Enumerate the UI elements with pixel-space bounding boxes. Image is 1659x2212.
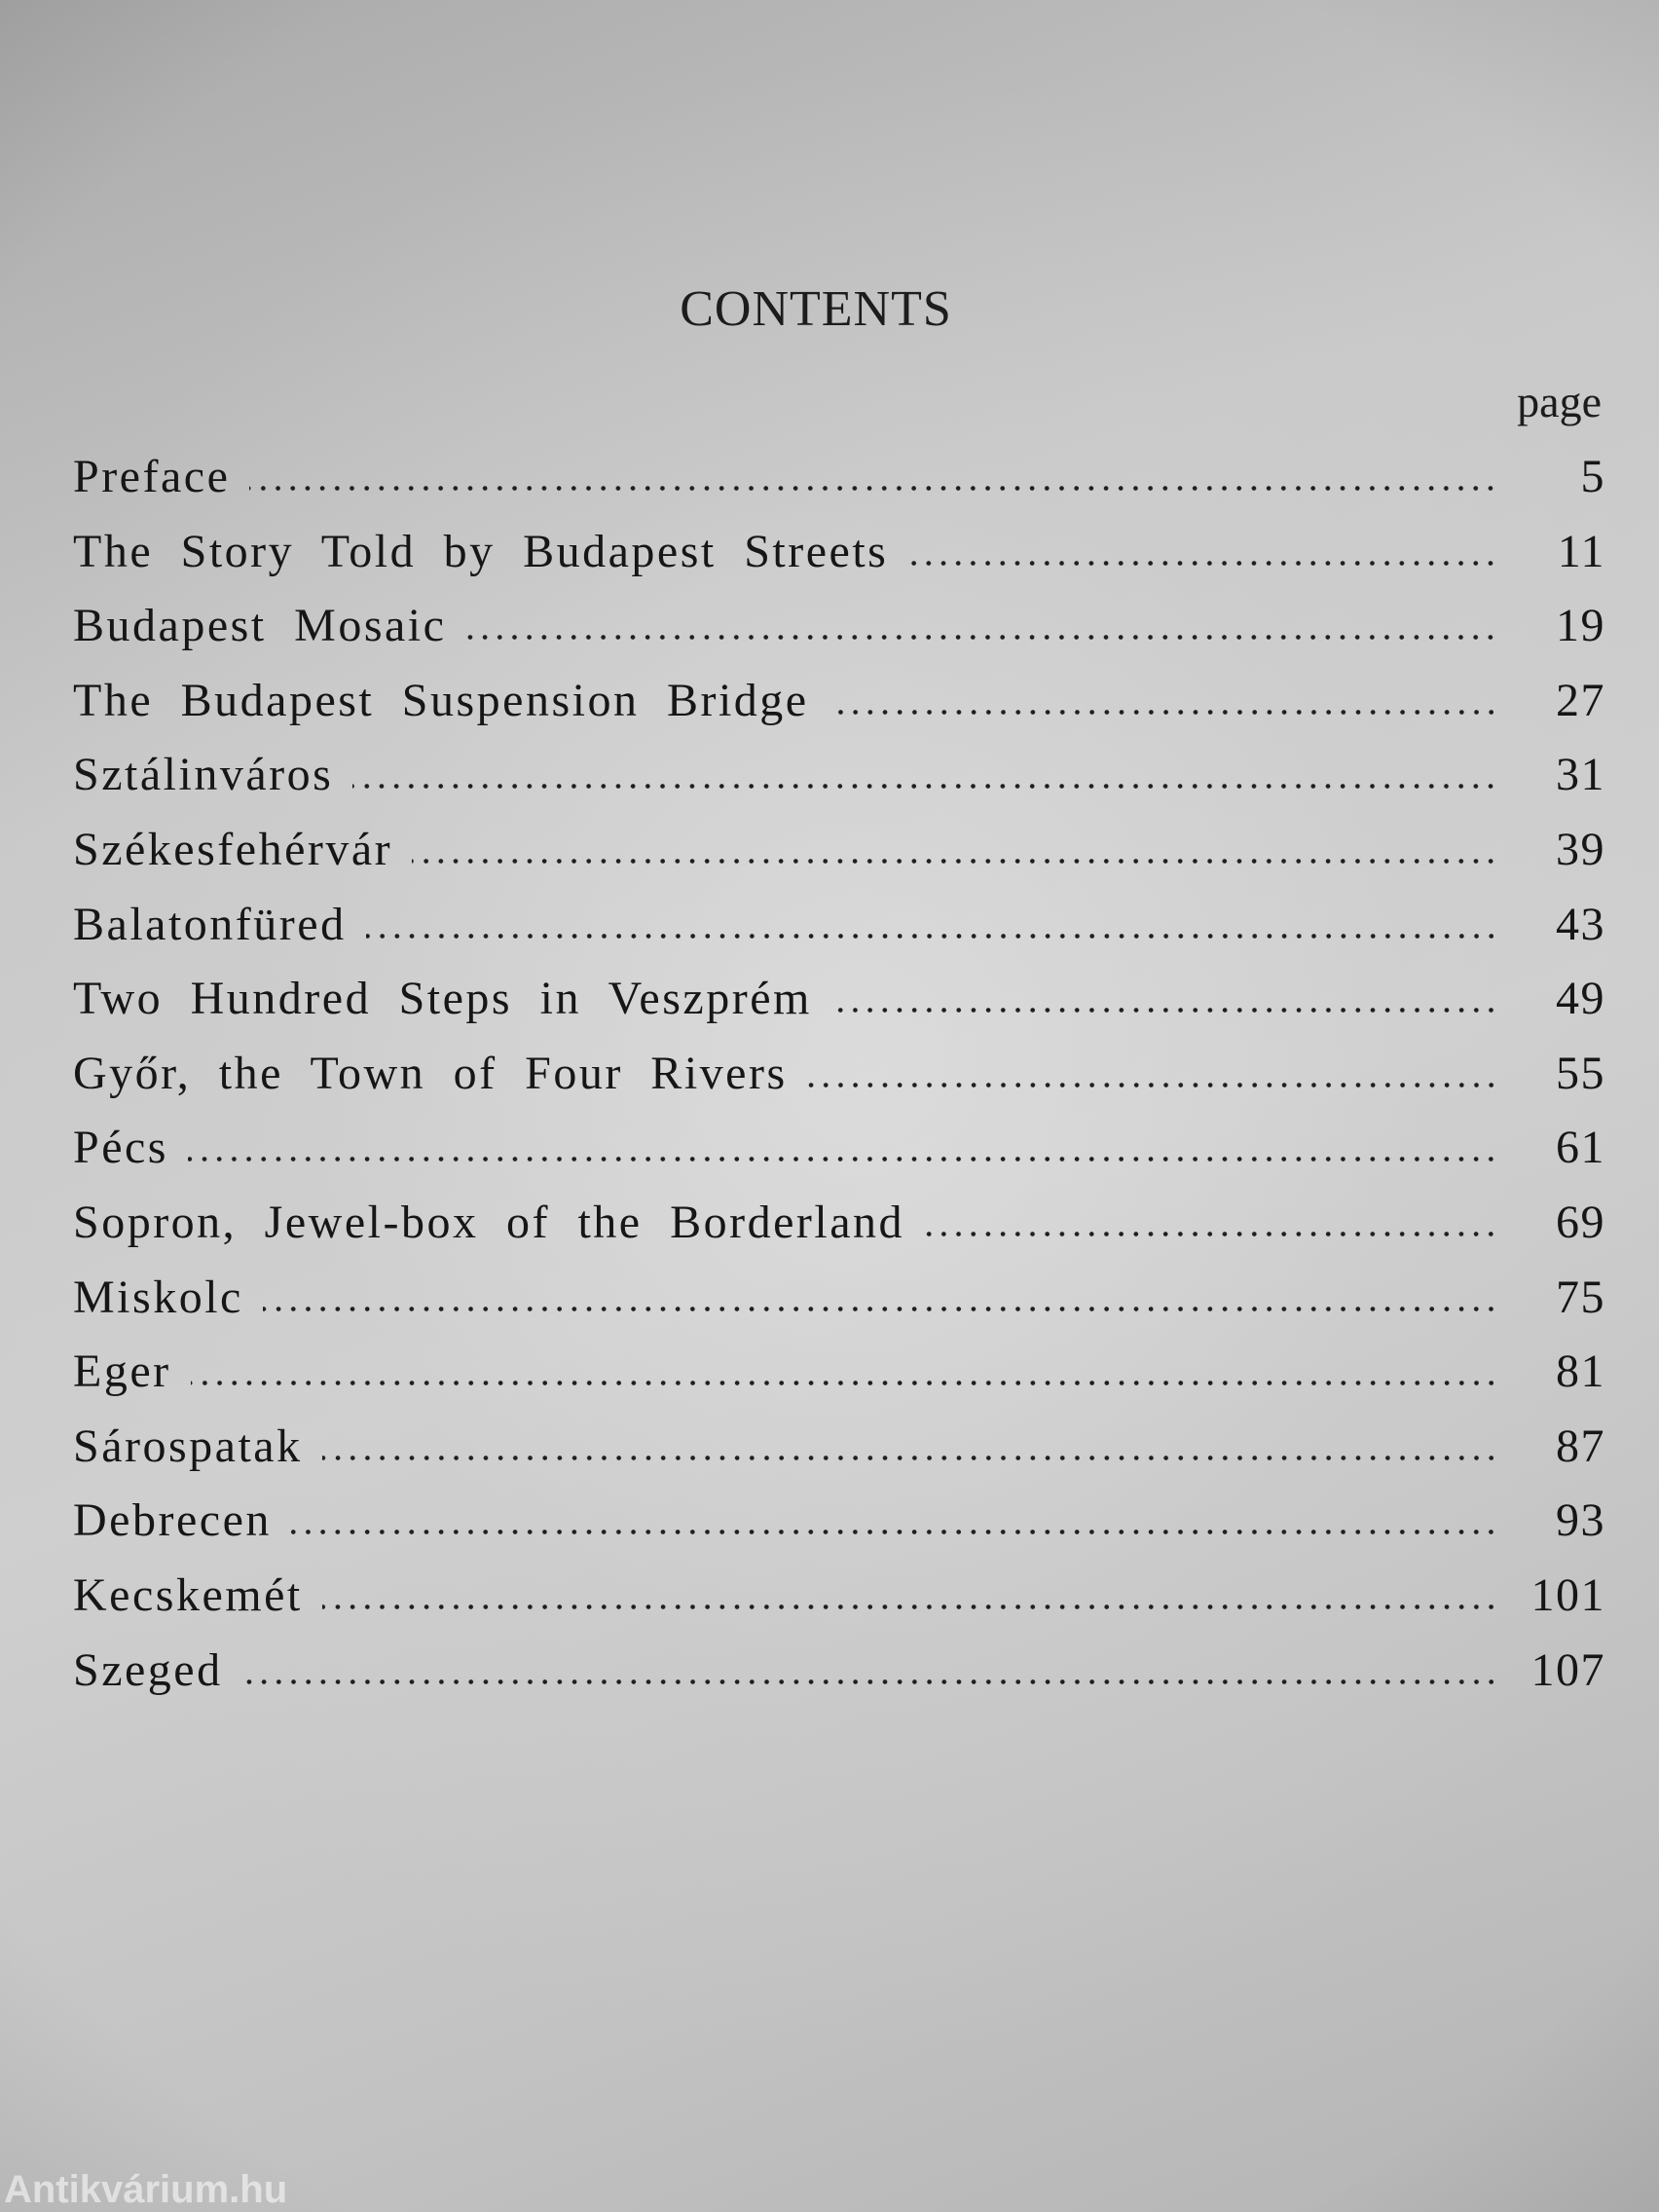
toc-entry-title: The Budapest Suspension Bridge <box>73 674 809 726</box>
toc-entry-title: Sárospatak <box>73 1419 303 1472</box>
toc-entry-title: Kecskemét <box>73 1568 303 1621</box>
dot-leader <box>366 933 1498 940</box>
toc-entry-title: Eger <box>73 1346 171 1398</box>
toc-entry-page-number: 5 <box>1580 451 1605 502</box>
toc-entry-page-number: 27 <box>1556 674 1605 726</box>
dot-leader <box>829 709 1498 716</box>
toc-entry <box>73 1410 1605 1485</box>
toc-entry-title: Balatonfüred <box>73 898 347 950</box>
toc-entry-page-number: 75 <box>1556 1271 1605 1323</box>
toc-entry <box>73 1335 1605 1410</box>
toc-entry <box>73 440 1605 515</box>
dot-leader <box>831 1007 1498 1014</box>
toc-entry-page-number: 61 <box>1556 1122 1605 1174</box>
toc-entry <box>73 1186 1605 1261</box>
toc-entry-page-number: 31 <box>1556 749 1605 801</box>
toc-entry-title: Miskolc <box>73 1271 243 1323</box>
toc-entry <box>73 589 1605 664</box>
toc-entry <box>73 1037 1605 1112</box>
toc-entry-page-number: 101 <box>1530 1568 1605 1621</box>
toc-entry-title: Szeged <box>73 1643 223 1696</box>
toc-entry-page-number: 69 <box>1556 1196 1605 1248</box>
toc-entry-page-number: 55 <box>1556 1047 1605 1099</box>
toc-entry <box>73 1484 1605 1559</box>
table-of-contents <box>73 440 1605 1708</box>
toc-entry <box>73 962 1605 1037</box>
dot-leader <box>465 634 1498 641</box>
toc-entry-title: Debrecen <box>73 1494 272 1547</box>
toc-entry-title: The Story Told by Budapest Streets <box>73 525 889 577</box>
toc-entry-page-number: 49 <box>1556 973 1605 1025</box>
page-title: CONTENTS <box>680 281 952 337</box>
toc-entry-title: Sztálinváros <box>73 749 334 801</box>
toc-entry <box>73 1634 1605 1709</box>
toc-entry-title: Preface <box>73 451 231 502</box>
dot-leader <box>322 1604 1498 1610</box>
toc-entry-page-number: 87 <box>1556 1419 1605 1472</box>
toc-entry <box>73 888 1605 963</box>
toc-entry-page-number: 19 <box>1556 600 1605 652</box>
toc-entry <box>73 664 1605 739</box>
toc-entry <box>73 813 1605 888</box>
toc-entry-title: Sopron, Jewel-box of the Borderland <box>73 1196 905 1248</box>
dot-leader <box>924 1231 1498 1237</box>
toc-entry-title: Two Hundred Steps in Veszprém <box>73 973 812 1025</box>
toc-entry <box>73 1111 1605 1186</box>
toc-entry-page-number: 93 <box>1556 1494 1605 1547</box>
dot-leader <box>907 560 1498 567</box>
toc-entry-page-number: 107 <box>1530 1643 1605 1696</box>
dot-leader <box>322 1455 1498 1461</box>
dot-leader <box>807 1082 1498 1088</box>
toc-entry-title: Budapest Mosaic <box>73 600 447 652</box>
dot-leader <box>263 1306 1498 1312</box>
toc-entry-title: Győr, the Town of Four Rivers <box>73 1047 788 1099</box>
toc-entry <box>73 515 1605 590</box>
page-column-label: page <box>1517 377 1602 426</box>
toc-entry <box>73 1261 1605 1336</box>
dot-leader <box>242 1678 1498 1685</box>
toc-entry <box>73 1559 1605 1634</box>
toc-entry-page-number: 43 <box>1556 898 1605 950</box>
dot-leader <box>249 485 1498 492</box>
toc-entry-page-number: 11 <box>1557 525 1605 577</box>
dot-leader <box>191 1380 1498 1386</box>
toc-entry-page-number: 81 <box>1556 1346 1605 1398</box>
watermark: Antikvárium.hu <box>4 2168 288 2211</box>
dot-leader <box>352 783 1498 790</box>
dot-leader <box>188 1156 1498 1162</box>
toc-entry <box>73 738 1605 813</box>
toc-entry-page-number: 39 <box>1556 823 1605 875</box>
dot-leader <box>291 1529 1498 1535</box>
toc-entry-title: Székesfehérvár <box>73 823 393 875</box>
dot-leader <box>412 858 1498 865</box>
toc-entry-title: Pécs <box>73 1122 168 1174</box>
